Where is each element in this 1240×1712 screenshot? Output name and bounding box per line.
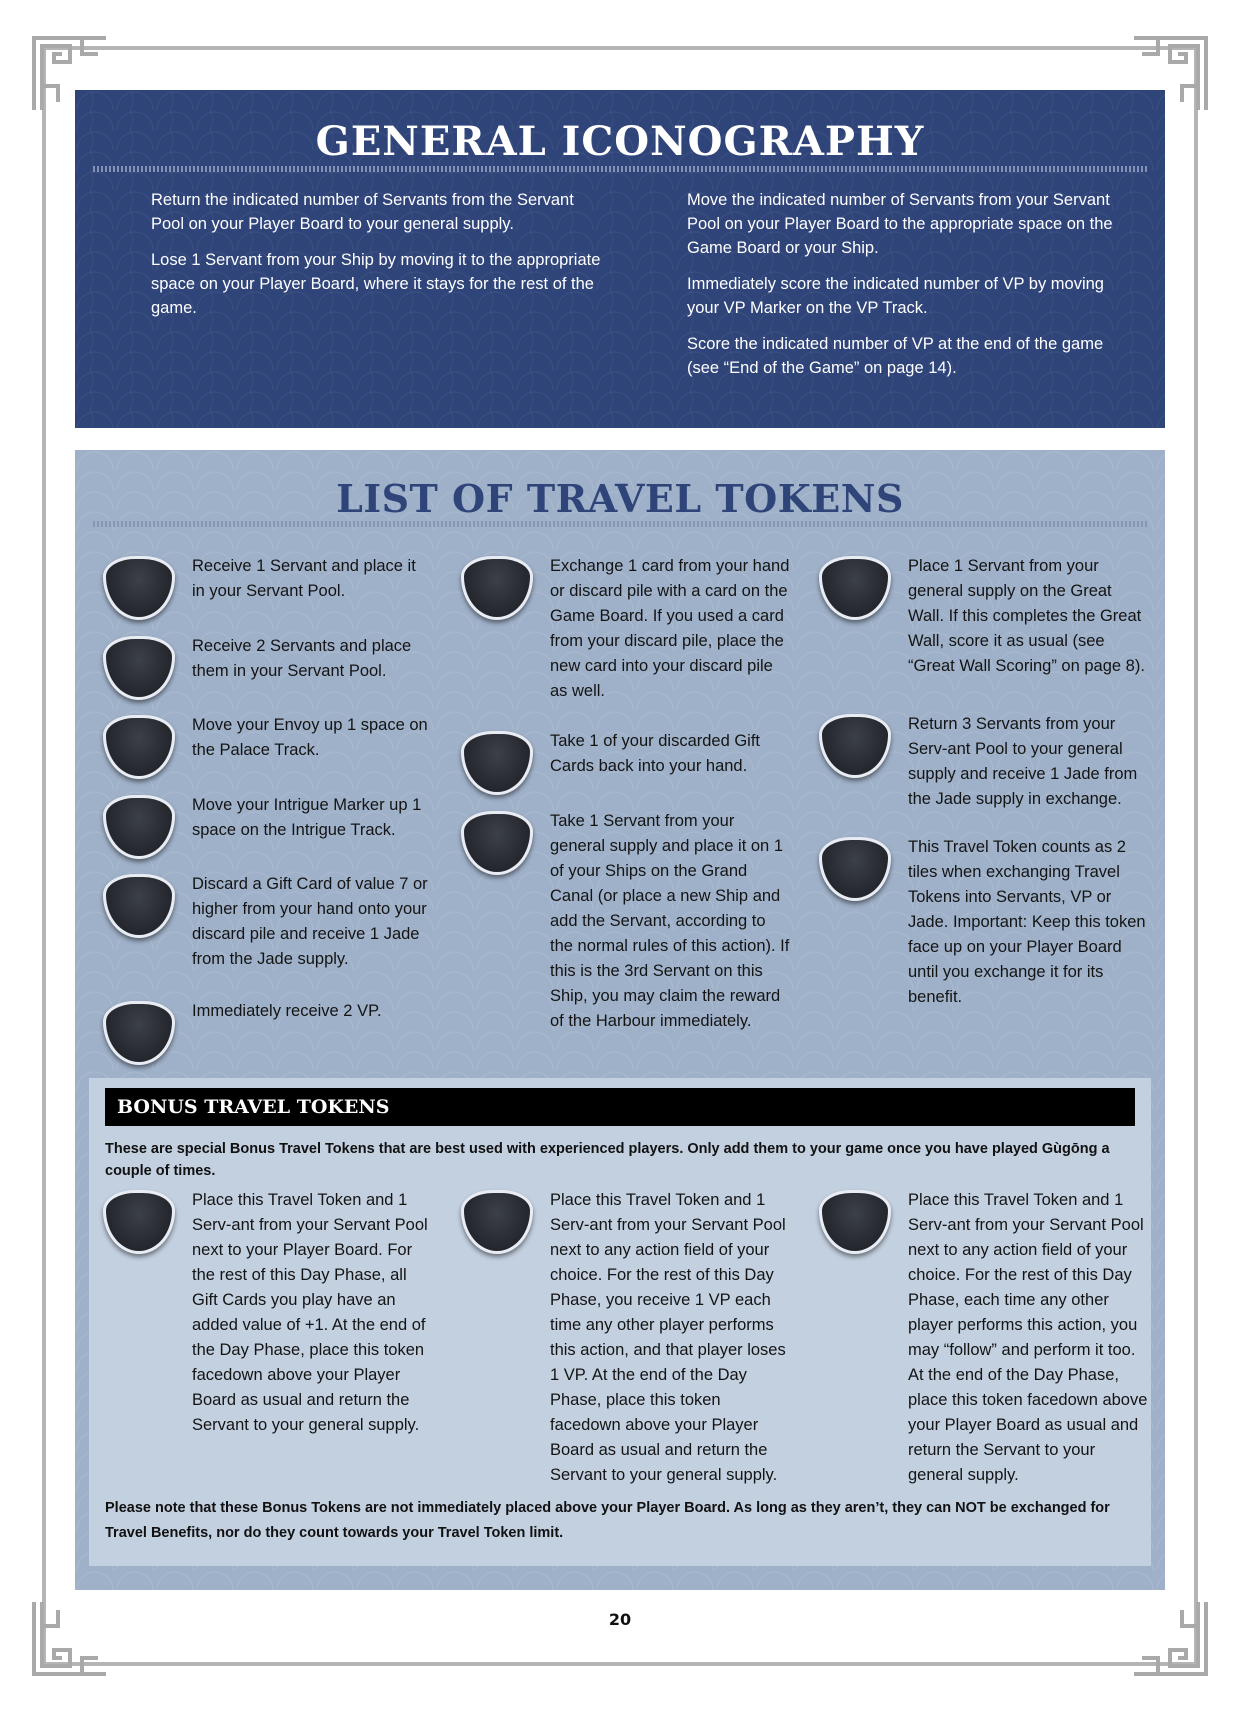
travel-token-icon xyxy=(461,731,533,795)
travel-token-icon xyxy=(103,636,175,700)
travel-token-text: Take 1 Servant from your general supply and place it on 1 of your Ships on the Grand Canal (or place a new Ship and add the Servant, according to the normal rules of this action). If this is the 3rd Servant on this Ship, you may claim the reward of the Harbour immediately. xyxy=(550,812,790,1030)
page-number: 20 xyxy=(608,1610,632,1629)
bonus-title: BONUS TRAVEL TOKENS xyxy=(105,1088,1135,1126)
travel-token-icon xyxy=(819,556,891,620)
travel-token-text: This Travel Token counts as 2 tiles when exchanging Travel Tokens into Servants, VP or Jade. Important: Keep this token face up on your Player Board until you exchange it for its benefit. xyxy=(908,838,1146,1006)
travel-token-icon xyxy=(461,811,533,875)
travel-token-text: Move your Envoy up 1 space on the Palace Track. xyxy=(192,716,428,759)
travel-token-icon xyxy=(819,837,891,901)
bonus-token-text: Place this Travel Token and 1 Serv-ant from your Servant Pool next to any action field of your choice. For the rest of this Day Phase, each time any other player performs this action, you may “follow” and perform it too. At the end of the Day Phase, place this token facedown above your Player Board as usual and return the Servant to your general supply. xyxy=(908,1191,1148,1484)
title-divider xyxy=(93,166,1147,172)
title-divider xyxy=(93,521,1147,527)
travel-token-text: Place 1 Servant from your general supply on the Great Wall. If this completes the Great Wall, score it as usual (see “Great Wall Scoring” on page 8). xyxy=(908,557,1145,675)
travel-token-text: Receive 1 Servant and place it in your Servant Pool. xyxy=(192,557,416,600)
travel-token-text: Take 1 of your discarded Gift Cards back into your hand. xyxy=(550,732,761,775)
travel-token-text: Return 3 Servants from your Serv-ant Pool to your general supply and receive 1 Jade from the Jade supply in exchange. xyxy=(908,715,1138,808)
general-text: Lose 1 Servant from your Ship by moving it to the appropriate space on your Player Board, where it stays for the rest of the game. xyxy=(151,251,601,317)
travel-token-text: Receive 2 Servants and place them in your Servant Pool. xyxy=(192,637,412,680)
general-text: Move the indicated number of Servants from your Servant Pool on your Player Board to the appropriate space on the Game Board or your Ship. xyxy=(687,191,1113,257)
bonus-travel-tokens-box xyxy=(89,1078,1151,1566)
travel-token-text: Move your Intrigue Marker up 1 space on the Intrigue Track. xyxy=(192,796,422,839)
travel-token-icon xyxy=(103,795,175,859)
travel-token-text: Exchange 1 card from your hand or discard pile with a card on the Game Board. If you used a card from your discard pile, place the new card into your discard pile as well. xyxy=(550,557,790,700)
travel-token-text: Immediately receive 2 VP. xyxy=(192,1002,382,1020)
travel-tokens-section xyxy=(75,450,1165,1590)
bonus-token-icon xyxy=(461,1190,533,1254)
general-text: Score the indicated number of VP at the end of the game (see “End of the Game” on page 14). xyxy=(687,335,1104,377)
bonus-note: Please note that these Bonus Tokens are not immediately placed above your Player Board. As long as they aren’t, they can NOT be exchanged for Travel Benefits, nor do they count towards your Travel Token limit. xyxy=(105,1500,1110,1541)
travel-token-icon xyxy=(103,556,175,620)
travel-token-icon xyxy=(461,556,533,620)
travel-token-icon xyxy=(103,715,175,779)
travel-token-icon xyxy=(819,714,891,778)
general-text: Immediately score the indicated number of VP by moving your VP Marker on the VP Track. xyxy=(687,275,1104,317)
bonus-token-icon xyxy=(819,1190,891,1254)
general-right-column xyxy=(687,188,1137,392)
general-iconography-title: GENERAL ICONOGRAPHY xyxy=(315,118,925,165)
bonus-token-text: Place this Travel Token and 1 Serv-ant from your Servant Pool next to any action field of your choice. For the rest of this Day Phase, you receive 1 VP each time any other player performs this action, and that player loses 1 VP. At the end of the Day Phase, place this token facedown above your Player Board as usual and return the Servant to your general supply. xyxy=(550,1191,786,1484)
travel-token-text: Discard a Gift Card of value 7 or higher from your hand onto your discard pile and receive 1 Jade from the Jade supply. xyxy=(192,875,428,968)
general-text: Return the indicated number of Servants from the Servant Pool on your Player Board to your general supply. xyxy=(151,191,574,233)
general-left-column xyxy=(151,188,601,332)
general-iconography-section xyxy=(75,90,1165,428)
bonus-token-icon xyxy=(103,1190,175,1254)
travel-token-icon xyxy=(103,1001,175,1065)
bonus-token-text: Place this Travel Token and 1 Serv-ant from your Servant Pool next to your Player Board. For the rest of this Day Phase, all Gift Cards you play have an added value of +1. At the end of the Day Phase, place this token facedown above your Player Board as usual and return the Servant to your general supply. xyxy=(192,1191,428,1434)
bonus-intro: These are special Bonus Travel Tokens that are best used with experienced players. Only add them to your game once you have played Gùgōng a couple of times. xyxy=(105,1141,1110,1179)
travel-tokens-title: LIST OF TRAVEL TOKENS xyxy=(336,476,904,521)
travel-token-icon xyxy=(103,874,175,938)
